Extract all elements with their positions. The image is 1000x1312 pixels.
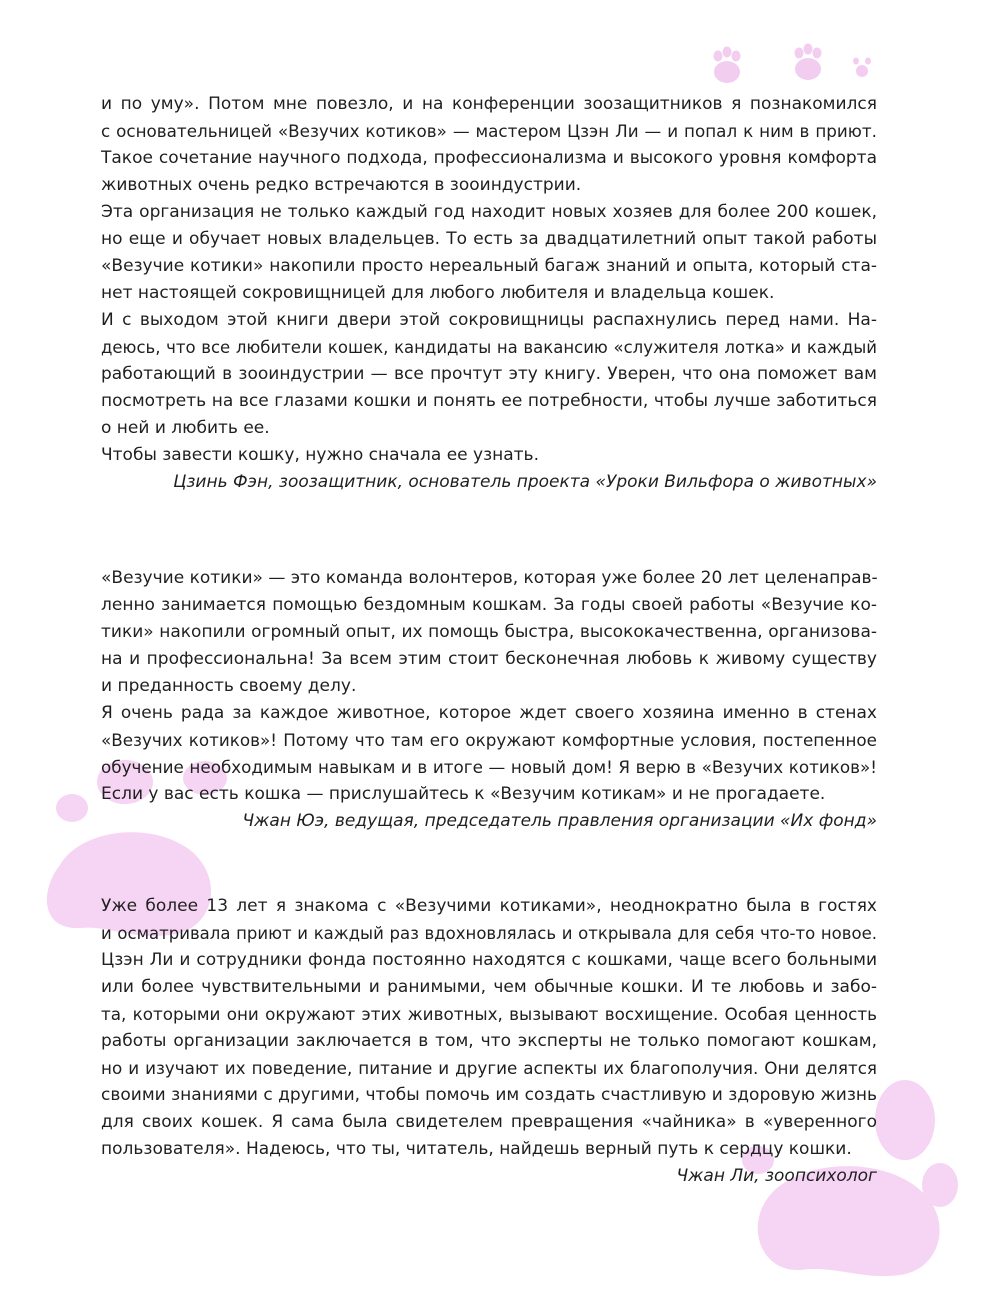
essay-1-line: посмотреть на все глазами кошки и понять ее потребности, чтобы лучше заботиться xyxy=(101,391,877,411)
essay-2-line: Если у вас есть кошка — прислушайтесь к «Везучим котикам» и не прогадаете. xyxy=(101,784,826,804)
essay-2-line: «Везучих котиков»! Потому что там его окружают комфортные условия, постепенное xyxy=(101,730,877,750)
essay-1-line: Эта организация не только каждый год находит новых хозяев для более 200 кошек, xyxy=(101,202,877,222)
essay-1-line: «Везучие котики» накопили просто нереальный багаж знаний и опыта, который ста- xyxy=(101,256,877,276)
essay-3-line: или более чувствительными и ранимыми, чем обычные кошки. И те любовь и забо- xyxy=(101,977,877,997)
essay-2-signature: Чжан Юэ, ведущая, председатель правления организации «Их фонд» xyxy=(242,811,877,831)
essay-1-line: Чтобы завести кошку, нужно сначала ее узнать. xyxy=(101,445,539,465)
paw-print-icon xyxy=(714,47,741,84)
essay-2-line: тики» накопили огромный опыт, их помощь быстра, высококачественна, организова- xyxy=(101,622,877,642)
paw-print-icon xyxy=(795,44,822,81)
essay-1-line: нет настоящей сокровищницей для любого любителя и владельца кошек. xyxy=(101,283,775,303)
essay-2-line: обучение необходимым навыкам и в итоге — новый дом! Я верю в «Везучих котиков»! xyxy=(101,757,877,777)
essay-3-signature: Чжан Ли, зоопсихолог xyxy=(676,1166,877,1186)
essay-3-line: но и изучают их поведение, питание и другие аспекты их благополучия. Они делятся xyxy=(101,1058,877,1078)
essay-1 xyxy=(101,91,877,496)
essay-3-line: для своих кошек. Я сама была свидетелем превращения «чайника» в «уверенного xyxy=(101,1112,877,1132)
essay-3-line: и осматривала приют и каждый раз вдохновлялась и открывала для себя что-то новое. xyxy=(101,924,877,943)
paw-print-icon xyxy=(853,58,871,78)
essay-3-line: работы организации заключается в том, что эксперты не только помогают кошкам, xyxy=(101,1031,877,1051)
essay-3 xyxy=(101,893,877,1190)
essay-3-line: Цзэн Ли и сотрудники фонда постоянно находятся с кошками, чаще всего больными xyxy=(101,950,877,970)
essay-1-line: И с выходом этой книги двери этой сокровищницы распахнулись перед нами. На- xyxy=(101,310,877,330)
essay-2-line: ленно занимается помощью бездомным кошкам. За годы своей работы «Везучие ко- xyxy=(101,595,877,615)
essay-3-line: та, которыми они окружают этих животных, вызывают восхищение. Особая ценность xyxy=(101,1004,877,1024)
essay-1-line: деюсь, что все любители кошек, кандидаты на вакансию «служителя лотка» и каждый xyxy=(101,338,877,357)
essay-2 xyxy=(101,565,877,835)
essay-2-line: Я очень рада за каждое животное, которое ждет своего хозяина именно в стенах xyxy=(101,703,877,723)
essay-1-line: работающий в зооиндустрии — все прочтут эту книгу. Уверен, что она поможет вам xyxy=(101,364,877,384)
essay-2-line: и преданность своему делу. xyxy=(101,676,357,696)
essay-1-line: Такое сочетание научного подхода, профессионализма и высокого уровня комфорта xyxy=(101,148,877,168)
essay-3-line: пользователя». Надеюсь, что ты, читатель, найдешь верный путь к сердцу кошки. xyxy=(101,1139,852,1159)
essay-2-line: на и профессиональна! За всем этим стоит бесконечная любовь к живому существу xyxy=(101,649,877,669)
essay-3-line: своими знаниями с другими, чтобы помочь им создать счастливую и здоровую жизнь xyxy=(101,1085,877,1105)
essay-1-line: о ней и любить ее. xyxy=(101,418,270,438)
essay-1-signature: Цзинь Фэн, зоозащитник, основатель проекта «Уроки Вильфора о животных» xyxy=(173,472,877,492)
essay-1-line: и по уму». Потом мне повезло, и на конференции зоозащитников я познакомился xyxy=(101,94,877,114)
essay-2-line: «Везучие котики» — это команда волонтеров, которая уже более 20 лет целенаправ- xyxy=(101,568,878,588)
essay-1-line: животных очень редко встречаются в зооиндустрии. xyxy=(101,175,582,195)
essay-1-line: с основательницей «Везучих котиков» — мастером Цзэн Ли — и попал к ним в приют. xyxy=(101,121,877,141)
essay-1-line: но еще и обучает новых владельцев. То есть за двадцатилетний опыт такой работы xyxy=(101,229,877,249)
essay-3-line: Уже более 13 лет я знакома с «Везучими котиками», неоднократно была в гостях xyxy=(101,896,877,916)
